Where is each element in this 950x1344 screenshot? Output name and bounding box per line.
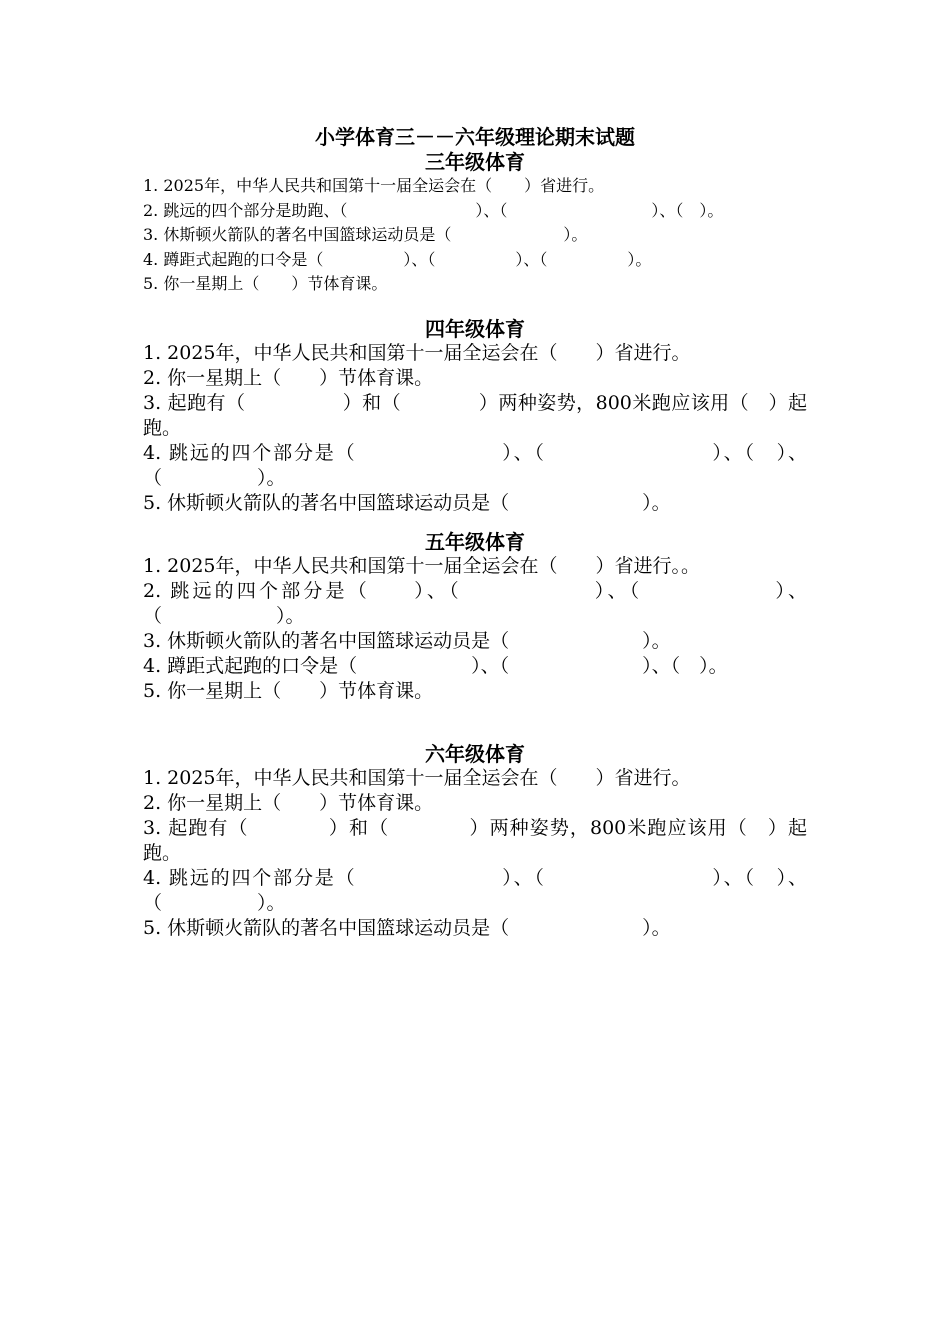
question-item: 4. 跳远的四个部分是（ ）、（ ）、（ ）、（ ）。	[143, 441, 807, 489]
question-item: 1. 2025年，中华人民共和国第十一届全运会在（ ）省进行。	[143, 341, 691, 364]
section-grade-4	[143, 317, 807, 516]
section-title: 三年级体育	[425, 150, 525, 174]
question-item: 5. 休斯顿火箭队的著名中国篮球运动员是（ ）。	[143, 491, 671, 514]
question-item: 2. 跳远的四个部分是助跑、（ ）、（ ）、（ ）。	[143, 200, 724, 220]
question-item: 4. 跳远的四个部分是（ ）、（ ）、（ ）、（ ）。	[143, 866, 807, 914]
section-title: 五年级体育	[425, 529, 525, 554]
question-item: 3. 起跑有（ ）和（ ）两种姿势，800米跑应该用（ ）起跑。	[143, 391, 807, 439]
question-item: 5. 休斯顿火箭队的著名中国篮球运动员是（ ）。	[143, 916, 671, 939]
section-grade-3	[143, 150, 807, 297]
document-page	[143, 124, 807, 941]
question-item: 5. 你一星期上（ ）节体育课。	[143, 679, 434, 702]
question-item: 4. 蹲距式起跑的口令是（ ）、（ ）、（ ）。	[143, 654, 728, 677]
question-item: 2. 你一星期上（ ）节体育课。	[143, 791, 434, 814]
document-title: 小学体育三－－六年级理论期末试题	[315, 125, 635, 149]
section-spacer	[143, 704, 807, 742]
question-item: 3. 休斯顿火箭队的著名中国篮球运动员是（ ）。	[143, 225, 588, 244]
section-spacer	[143, 297, 807, 317]
section-spacer	[143, 516, 807, 530]
section-grade-5	[143, 530, 807, 704]
question-item: 5. 你一星期上（ ）节体育课。	[143, 274, 388, 293]
question-item: 3. 起跑有（ ）和（ ）两种姿势，800米跑应该用（ ）起跑。	[143, 816, 807, 864]
question-item: 1. 2025年，中华人民共和国第十一届全运会在（ ）省进行。	[143, 176, 605, 195]
question-item: 3. 休斯顿火箭队的著名中国篮球运动员是（ ）。	[143, 629, 671, 652]
question-item: 4. 蹲距式起跑的口令是（ ）、（ ）、（ ）。	[143, 249, 652, 269]
section-title: 六年级体育	[425, 741, 525, 766]
section-title: 四年级体育	[425, 316, 525, 341]
question-item: 2. 跳远的四个部分是（ ）、（ ）、（ ）、（ ）。	[143, 579, 807, 627]
question-item: 2. 你一星期上（ ）节体育课。	[143, 366, 434, 389]
section-grade-6	[143, 742, 807, 941]
question-item: 1. 2025年，中华人民共和国第十一届全运会在（ ）省进行。。	[143, 554, 701, 577]
question-item: 1. 2025年，中华人民共和国第十一届全运会在（ ）省进行。	[143, 766, 691, 789]
